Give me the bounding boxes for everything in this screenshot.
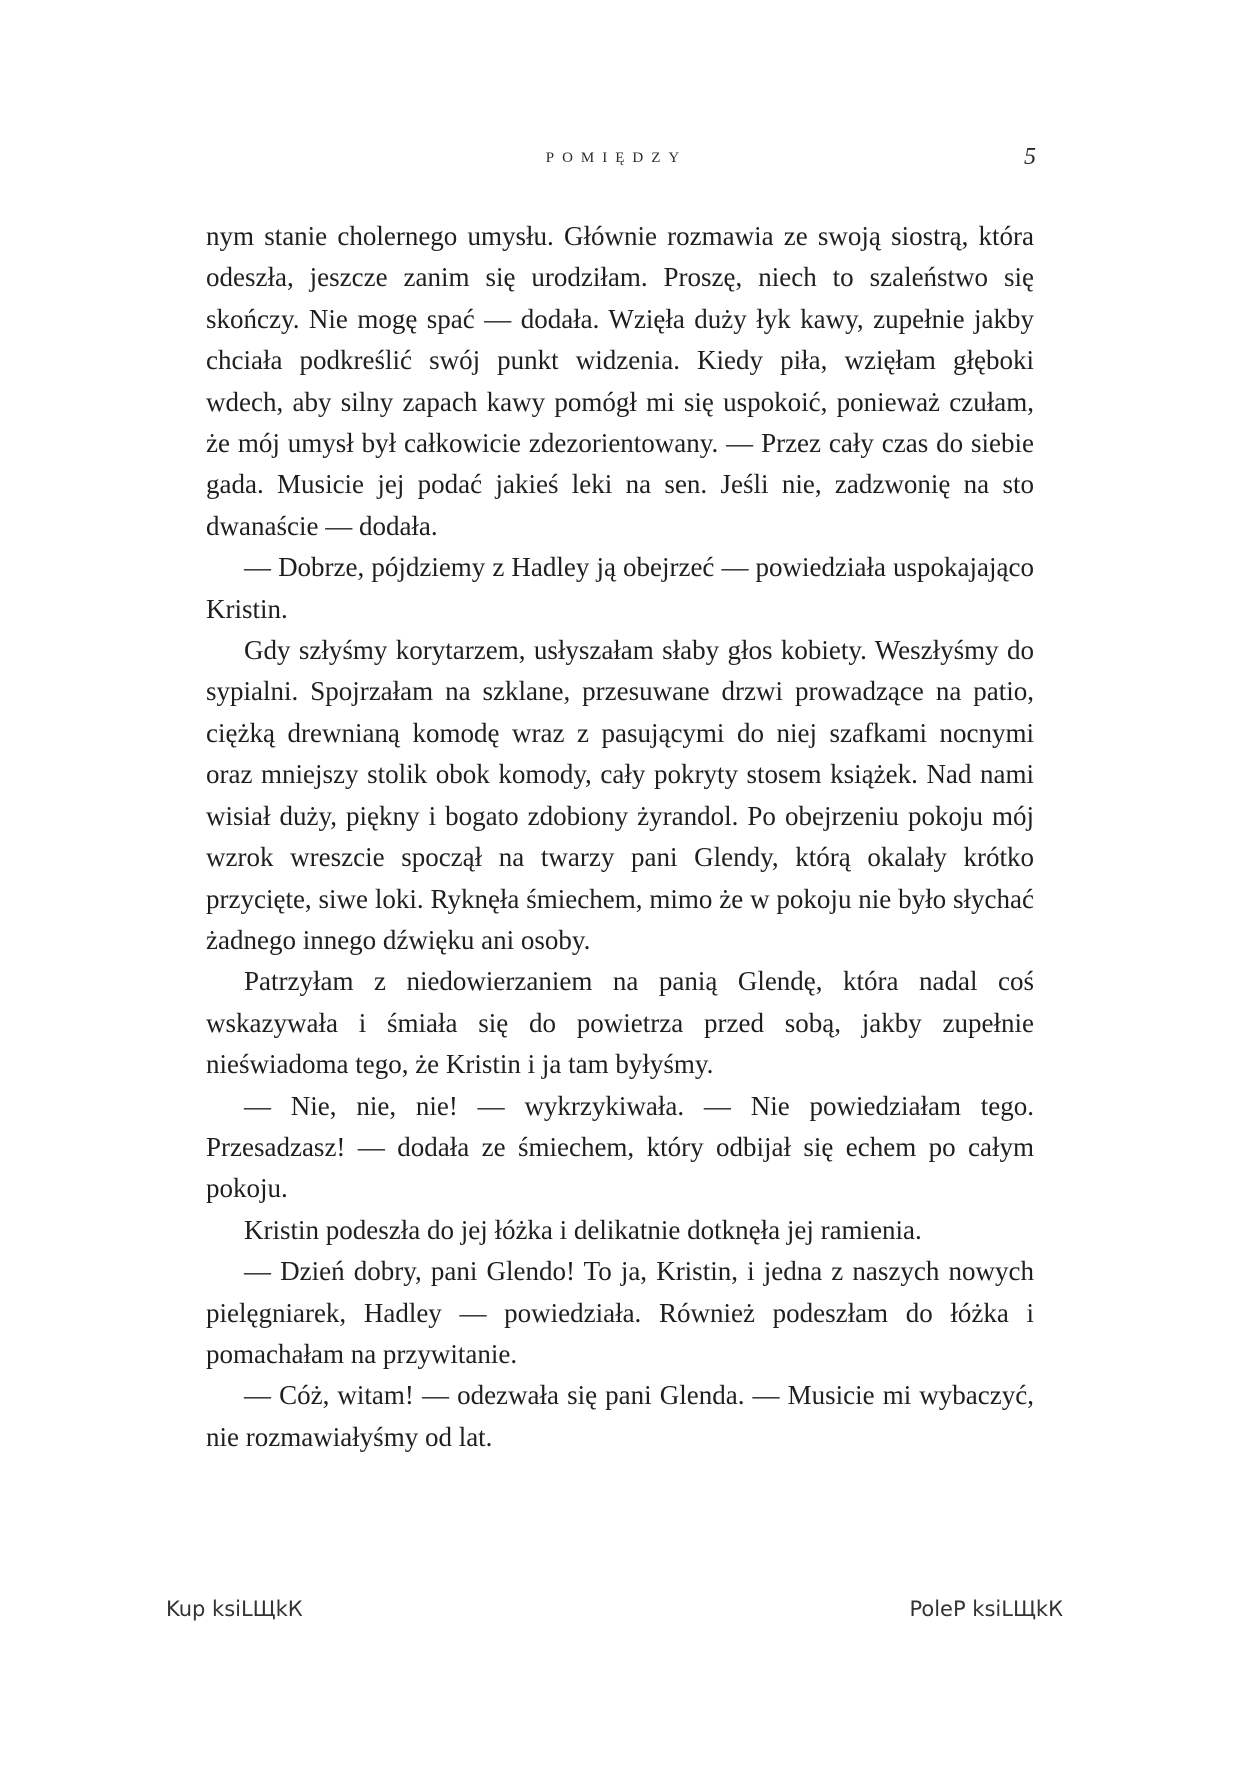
- page-footer: [0, 1597, 1233, 1637]
- body-text: [206, 216, 1034, 1458]
- running-title: POMIĘDZY: [545, 150, 688, 166]
- paragraph: nym stanie cholernego umysłu. Głównie rozmawia ze swoją siostrą, która odeszła, jeszcze zanim się urodziłam. Proszę, niech to szaleństwo się skończy. Nie mogę spać — dodała. Wzięła duży łyk kawy, zupełnie jakby chciała podkreślić swój punkt widzenia. Kiedy piła, wzięłam głęboki wdech, aby silny zapach kawy pomógł mi się uspokoić, ponieważ czułam, że mój umysł był całkowicie zdezorientowany. — Przez cały czas do siebie gada. Musicie jej podać jakieś leki na sen. Jeśli nie, zadzwonię na sto dwanaście — dodała.: [206, 221, 1034, 541]
- page-number: 5: [1024, 144, 1036, 170]
- paragraph: — Cóż, witam! — odezwała się pani Glenda. — Musicie mi wybaczyć, nie rozmawiałyśmy od lat.: [206, 1380, 1034, 1452]
- paragraph: Patrzyłam z niedowierzaniem na panią Glendę, która nadal coś wskazywała i śmiała się do powietrza przed sobą, jakby zupełnie nieświadoma tego, że Kristin i ja tam byłyśmy.: [206, 966, 1034, 1080]
- paragraph: — Nie, nie, nie! — wykrzykiwała. — Nie powiedziałam tego. Przesadzasz! — dodała ze śmiechem, który odbijał się echem po całym pokoju.: [206, 1090, 1034, 1204]
- running-header: [0, 146, 1233, 176]
- recommend-book-link[interactable]: PoleР ksiLЩkК: [909, 1597, 1063, 1621]
- buy-book-link[interactable]: Kup ksiLЩkК: [166, 1597, 303, 1621]
- paragraph: Gdy szłyśmy korytarzem, usłyszałam słaby głos kobiety. Weszłyśmy do sypialni. Spojrzałam na szklane, przesuwane drzwi prowadzące na patio, ciężką drewnianą komodę wraz z pasującymi do niej szafkami nocnymi oraz mniejszy stolik obok komody, cały pokryty stosem książek. Nad nami wisiał duży, piękny i bogato zdobiony żyrandol. Po obejrzeniu pokoju mój wzrok wreszcie spoczął na twarzy pani Glendy, którą okalały krótko przycięte, siwe loki. Ryknęła śmiechem, mimo że w pokoju nie było słychać żadnego innego dźwięku ani osoby.: [206, 635, 1034, 955]
- paragraph: — Dzień dobry, pani Glendo! To ja, Kristin, i jedna z naszych nowych pielęgniarek, Hadley — powiedziała. Również podeszłam do łóżka i pomachałam na przywitanie.: [206, 1256, 1034, 1369]
- paragraph: Kristin podeszła do jej łóżka i delikatnie dotknęła jej ramienia.: [244, 1214, 922, 1245]
- paragraph: — Dobrze, pójdziemy z Hadley ją obejrzeć — powiedziała uspokajająco Kristin.: [206, 552, 1034, 624]
